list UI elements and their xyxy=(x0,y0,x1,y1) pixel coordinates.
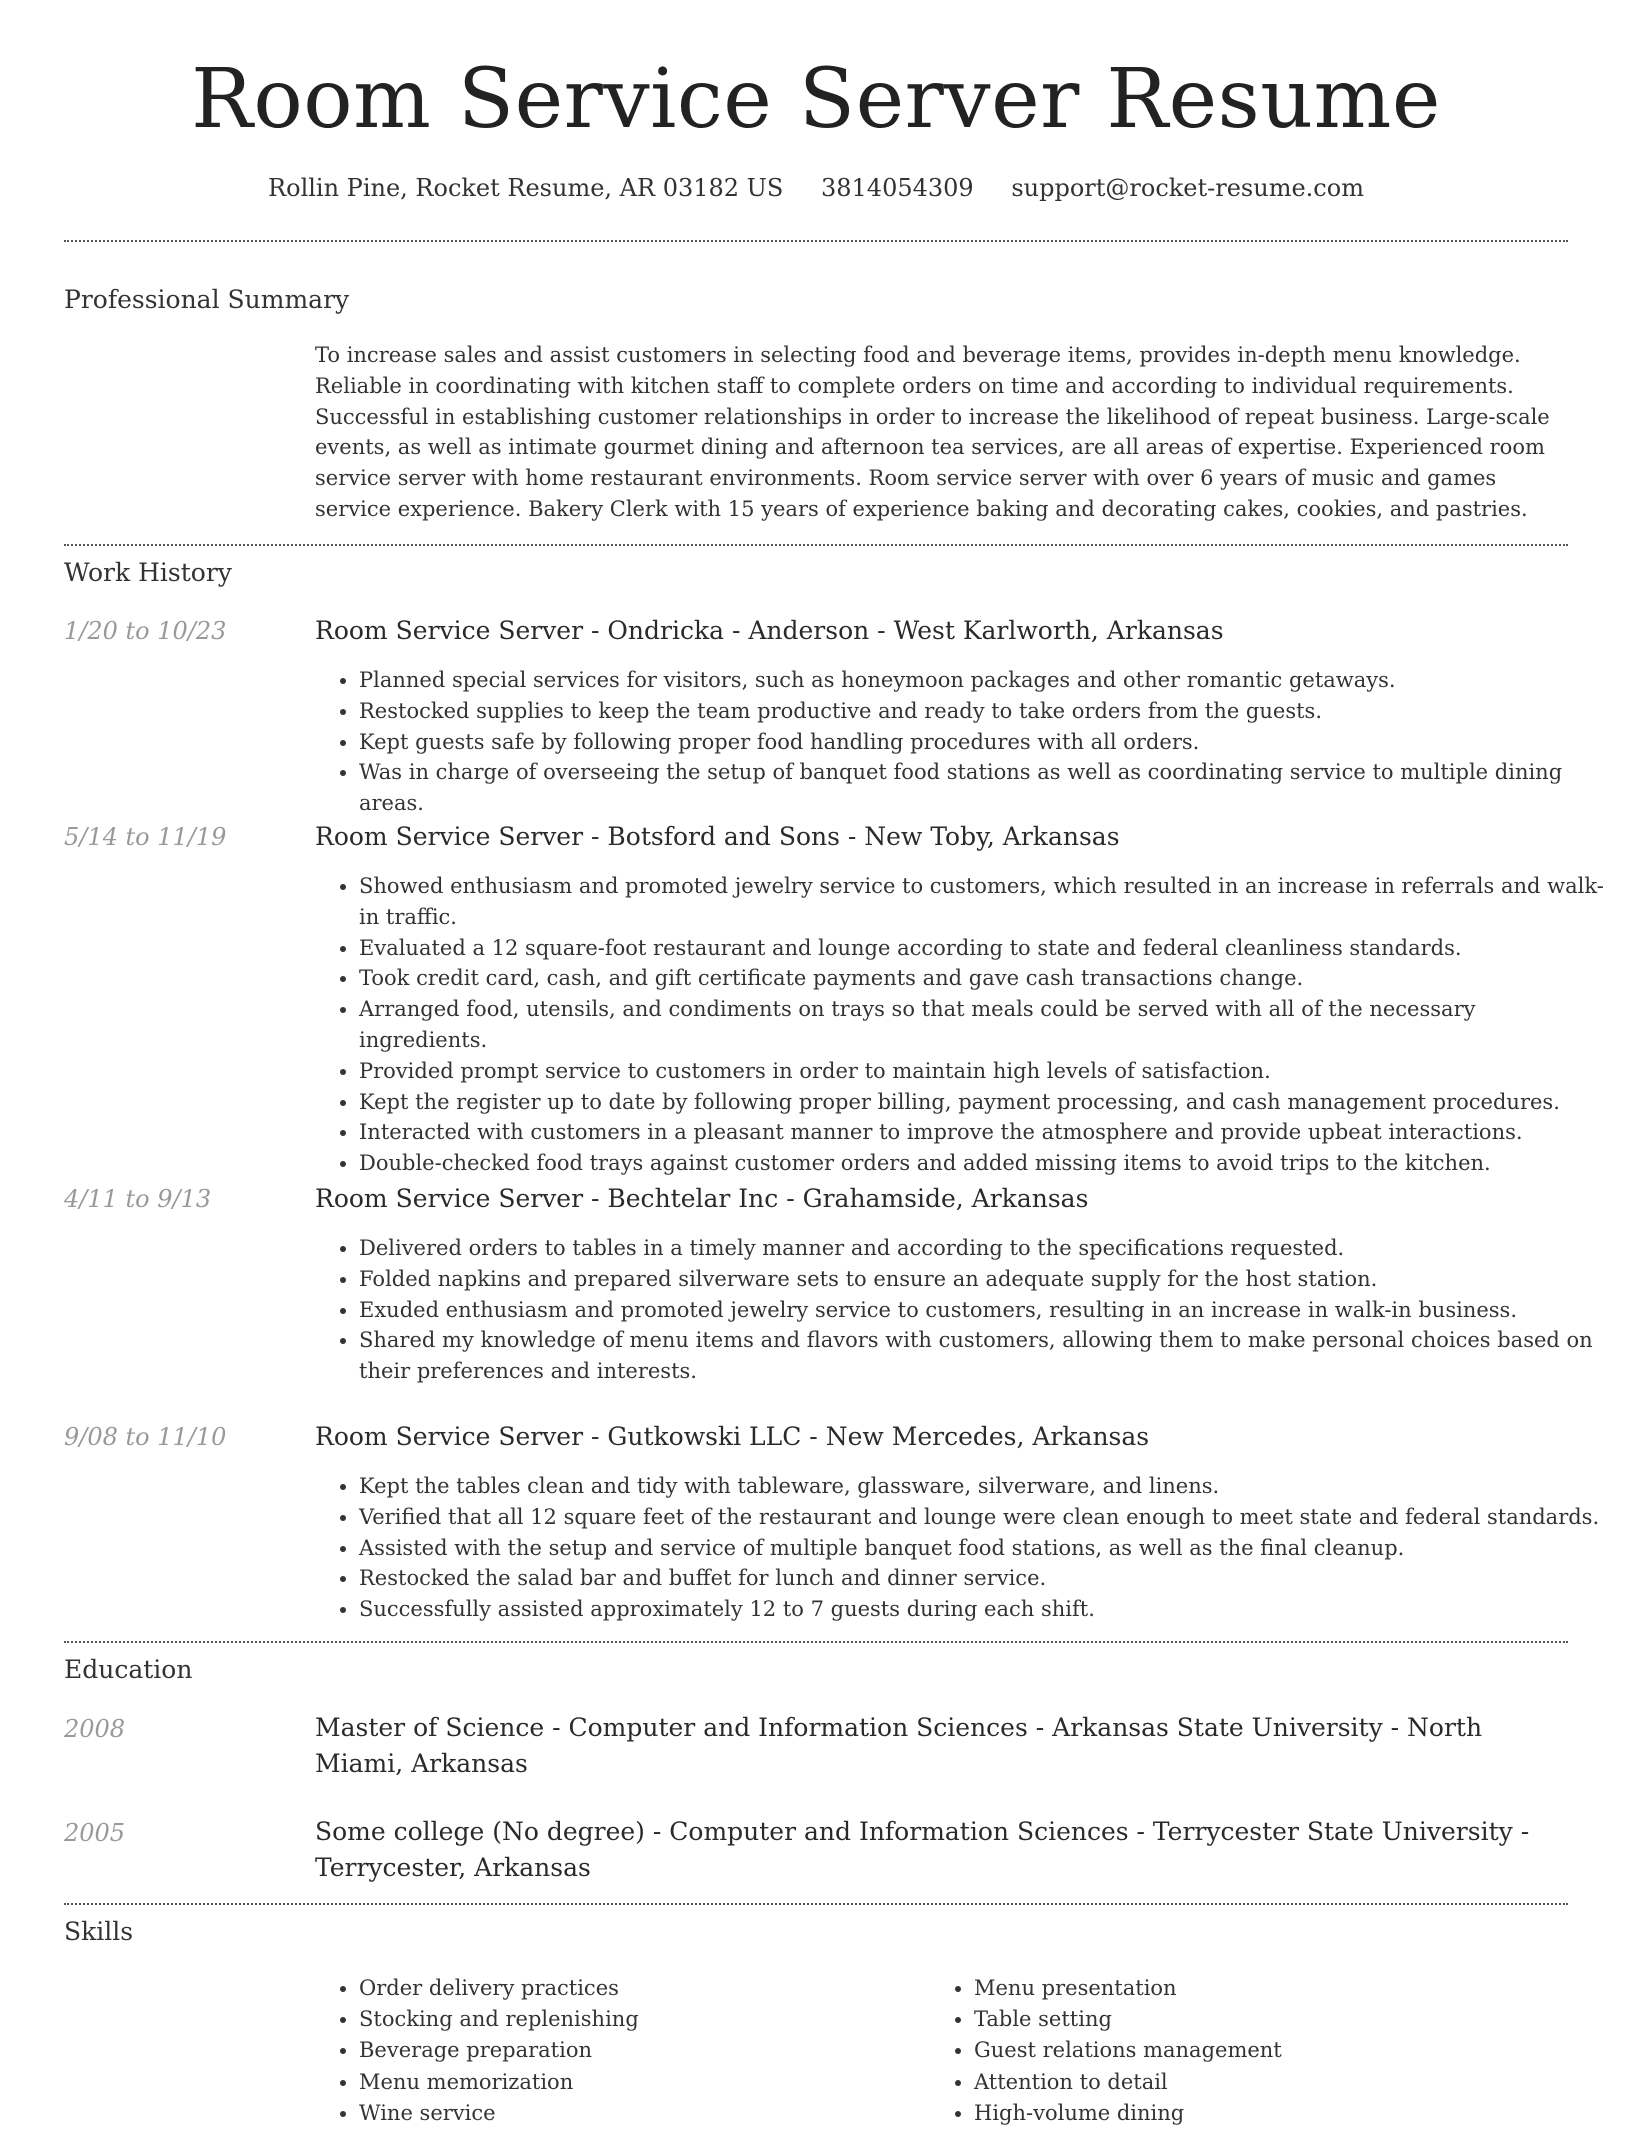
divider xyxy=(64,1641,1568,1643)
list-item: • Interacted with customers in a pleasant manner to improve the atmosphere and provide upbeat interactions. xyxy=(359,1117,1609,1148)
divider xyxy=(64,1903,1568,1905)
job-duties-list xyxy=(315,1471,1609,1625)
list-item: • Double-checked food trays against customer orders and added missing items to avoid trips to the kitchen. xyxy=(359,1148,1609,1179)
summary-text: To increase sales and assist customers in selecting food and beverage items, provides in-depth menu knowledge. Reliable in coordinating with kitchen staff to complete orders on time and according to individual requirements. Successful in establishing customer relationships in order to increase the likelihood of repeat business. Large-scale events, as well as intimate gourmet dining and afternoon tea services, are all areas of expertise. Experienced room service server with home restaurant environments. Room service server with over 6 years of music and games service experience. Bakery Clerk with 15 years of experience baking and decorating cakes, cookies, and pastries. xyxy=(315,343,1550,521)
job-title: Room Service Server - Bechtelar Inc - Grahamside, Arkansas xyxy=(315,1184,1089,1213)
resume-title: Room Service Server Resume xyxy=(191,52,1441,147)
list-item: • Exuded enthusiasm and promoted jewelry service to customers, resulting in an increase in walk-in business. xyxy=(359,1295,1609,1326)
education-year: 2005 xyxy=(64,1819,126,1847)
section-title-work: Work History xyxy=(64,558,232,587)
contact-address: Rollin Pine, Rocket Resume, AR 03182 US xyxy=(268,174,784,202)
education-entry: Master of Science - Computer and Information Sciences - Arkansas State University - North Miami, Arkansas xyxy=(315,1713,1483,1778)
job-title: Room Service Server - Ondricka - Anderson - West Karlworth, Arkansas xyxy=(315,616,1224,645)
divider xyxy=(64,544,1568,546)
list-item: • Folded napkins and prepared silverware sets to ensure an adequate supply for the host station. xyxy=(359,1264,1609,1295)
list-item: • Arranged food, utensils, and condiments on trays so that meals could be served with all of the necessary ingredients. xyxy=(359,994,1609,1056)
list-item: • Stocking and replenishing xyxy=(359,2004,959,2035)
job-dates: 1/20 to 10/23 xyxy=(64,617,227,645)
job-title: Room Service Server - Gutkowski LLC - New Mercedes, Arkansas xyxy=(315,1422,1150,1451)
list-item: • Kept guests safe by following proper food handling procedures with all orders. xyxy=(359,727,1609,758)
education-entry: Some college (No degree) - Computer and Information Sciences - Terrycester State University - Terrycester, Arkansas xyxy=(315,1817,1530,1882)
list-item: • Successfully assisted approximately 12 to 7 guests during each shift. xyxy=(359,1594,1609,1625)
job-title: Room Service Server - Botsford and Sons - New Toby, Arkansas xyxy=(315,822,1120,851)
job-dates: 5/14 to 11/19 xyxy=(64,823,227,851)
list-item: • Order delivery practices xyxy=(359,1973,959,2004)
list-item: • Wine service xyxy=(359,2098,959,2129)
list-item: • Was in charge of overseeing the setup of banquet food stations as well as coordinating service to multiple dining areas. xyxy=(359,757,1609,819)
list-item: • Guest relations management xyxy=(974,2035,1574,2066)
list-item: • Kept the register up to date by following proper billing, payment processing, and cash management procedures. xyxy=(359,1087,1609,1118)
list-item: • Showed enthusiasm and promoted jewelry service to customers, which resulted in an increase in referrals and walk-in traffic. xyxy=(359,871,1609,933)
job-duties-list xyxy=(315,871,1609,1179)
job-dates: 9/08 to 11/10 xyxy=(64,1423,227,1451)
section-title-education: Education xyxy=(64,1655,193,1684)
list-item: • Menu memorization xyxy=(359,2067,959,2098)
skills-list-right xyxy=(930,1973,1574,2129)
list-item: • Evaluated a 12 square-foot restaurant and lounge according to state and federal cleanliness standards. xyxy=(359,933,1609,964)
list-item: • Delivered orders to tables in a timely manner and according to the specifications requested. xyxy=(359,1233,1609,1264)
list-item: • Menu presentation xyxy=(974,1973,1574,2004)
list-item: • Restocked the salad bar and buffet for lunch and dinner service. xyxy=(359,1563,1609,1594)
list-item: • Table setting xyxy=(974,2004,1574,2035)
job-dates: 4/11 to 9/13 xyxy=(64,1185,212,1213)
list-item: • Shared my knowledge of menu items and flavors with customers, allowing them to make personal choices based on their preferences and interests. xyxy=(359,1325,1609,1387)
job-duties-list xyxy=(315,665,1609,819)
contact-phone: 3814054309 xyxy=(820,174,974,202)
contact-line xyxy=(0,170,1632,206)
list-item: • High-volume dining xyxy=(974,2098,1574,2129)
divider xyxy=(64,240,1568,242)
job-duties-list xyxy=(315,1233,1609,1387)
list-item: • Verified that all 12 square feet of the restaurant and lounge were clean enough to meet state and federal standards. xyxy=(359,1502,1609,1533)
list-item: • Restocked supplies to keep the team productive and ready to take orders from the guests. xyxy=(359,696,1609,727)
section-title-skills: Skills xyxy=(64,1917,134,1946)
list-item: • Assisted with the setup and service of multiple banquet food stations, as well as the final cleanup. xyxy=(359,1533,1609,1564)
list-item: • Took credit card, cash, and gift certificate payments and gave cash transactions change. xyxy=(359,963,1609,994)
list-item: • Planned special services for visitors, such as honeymoon packages and other romantic getaways. xyxy=(359,665,1609,696)
list-item: • Attention to detail xyxy=(974,2067,1574,2098)
contact-email: support@rocket-resume.com xyxy=(1011,174,1364,202)
skills-list-left xyxy=(315,1973,959,2129)
section-title-summary: Professional Summary xyxy=(64,285,350,314)
list-item: • Provided prompt service to customers in order to maintain high levels of satisfaction. xyxy=(359,1056,1609,1087)
education-year: 2008 xyxy=(64,1715,126,1743)
list-item: • Beverage preparation xyxy=(359,2035,959,2066)
list-item: • Kept the tables clean and tidy with tableware, glassware, silverware, and linens. xyxy=(359,1471,1609,1502)
